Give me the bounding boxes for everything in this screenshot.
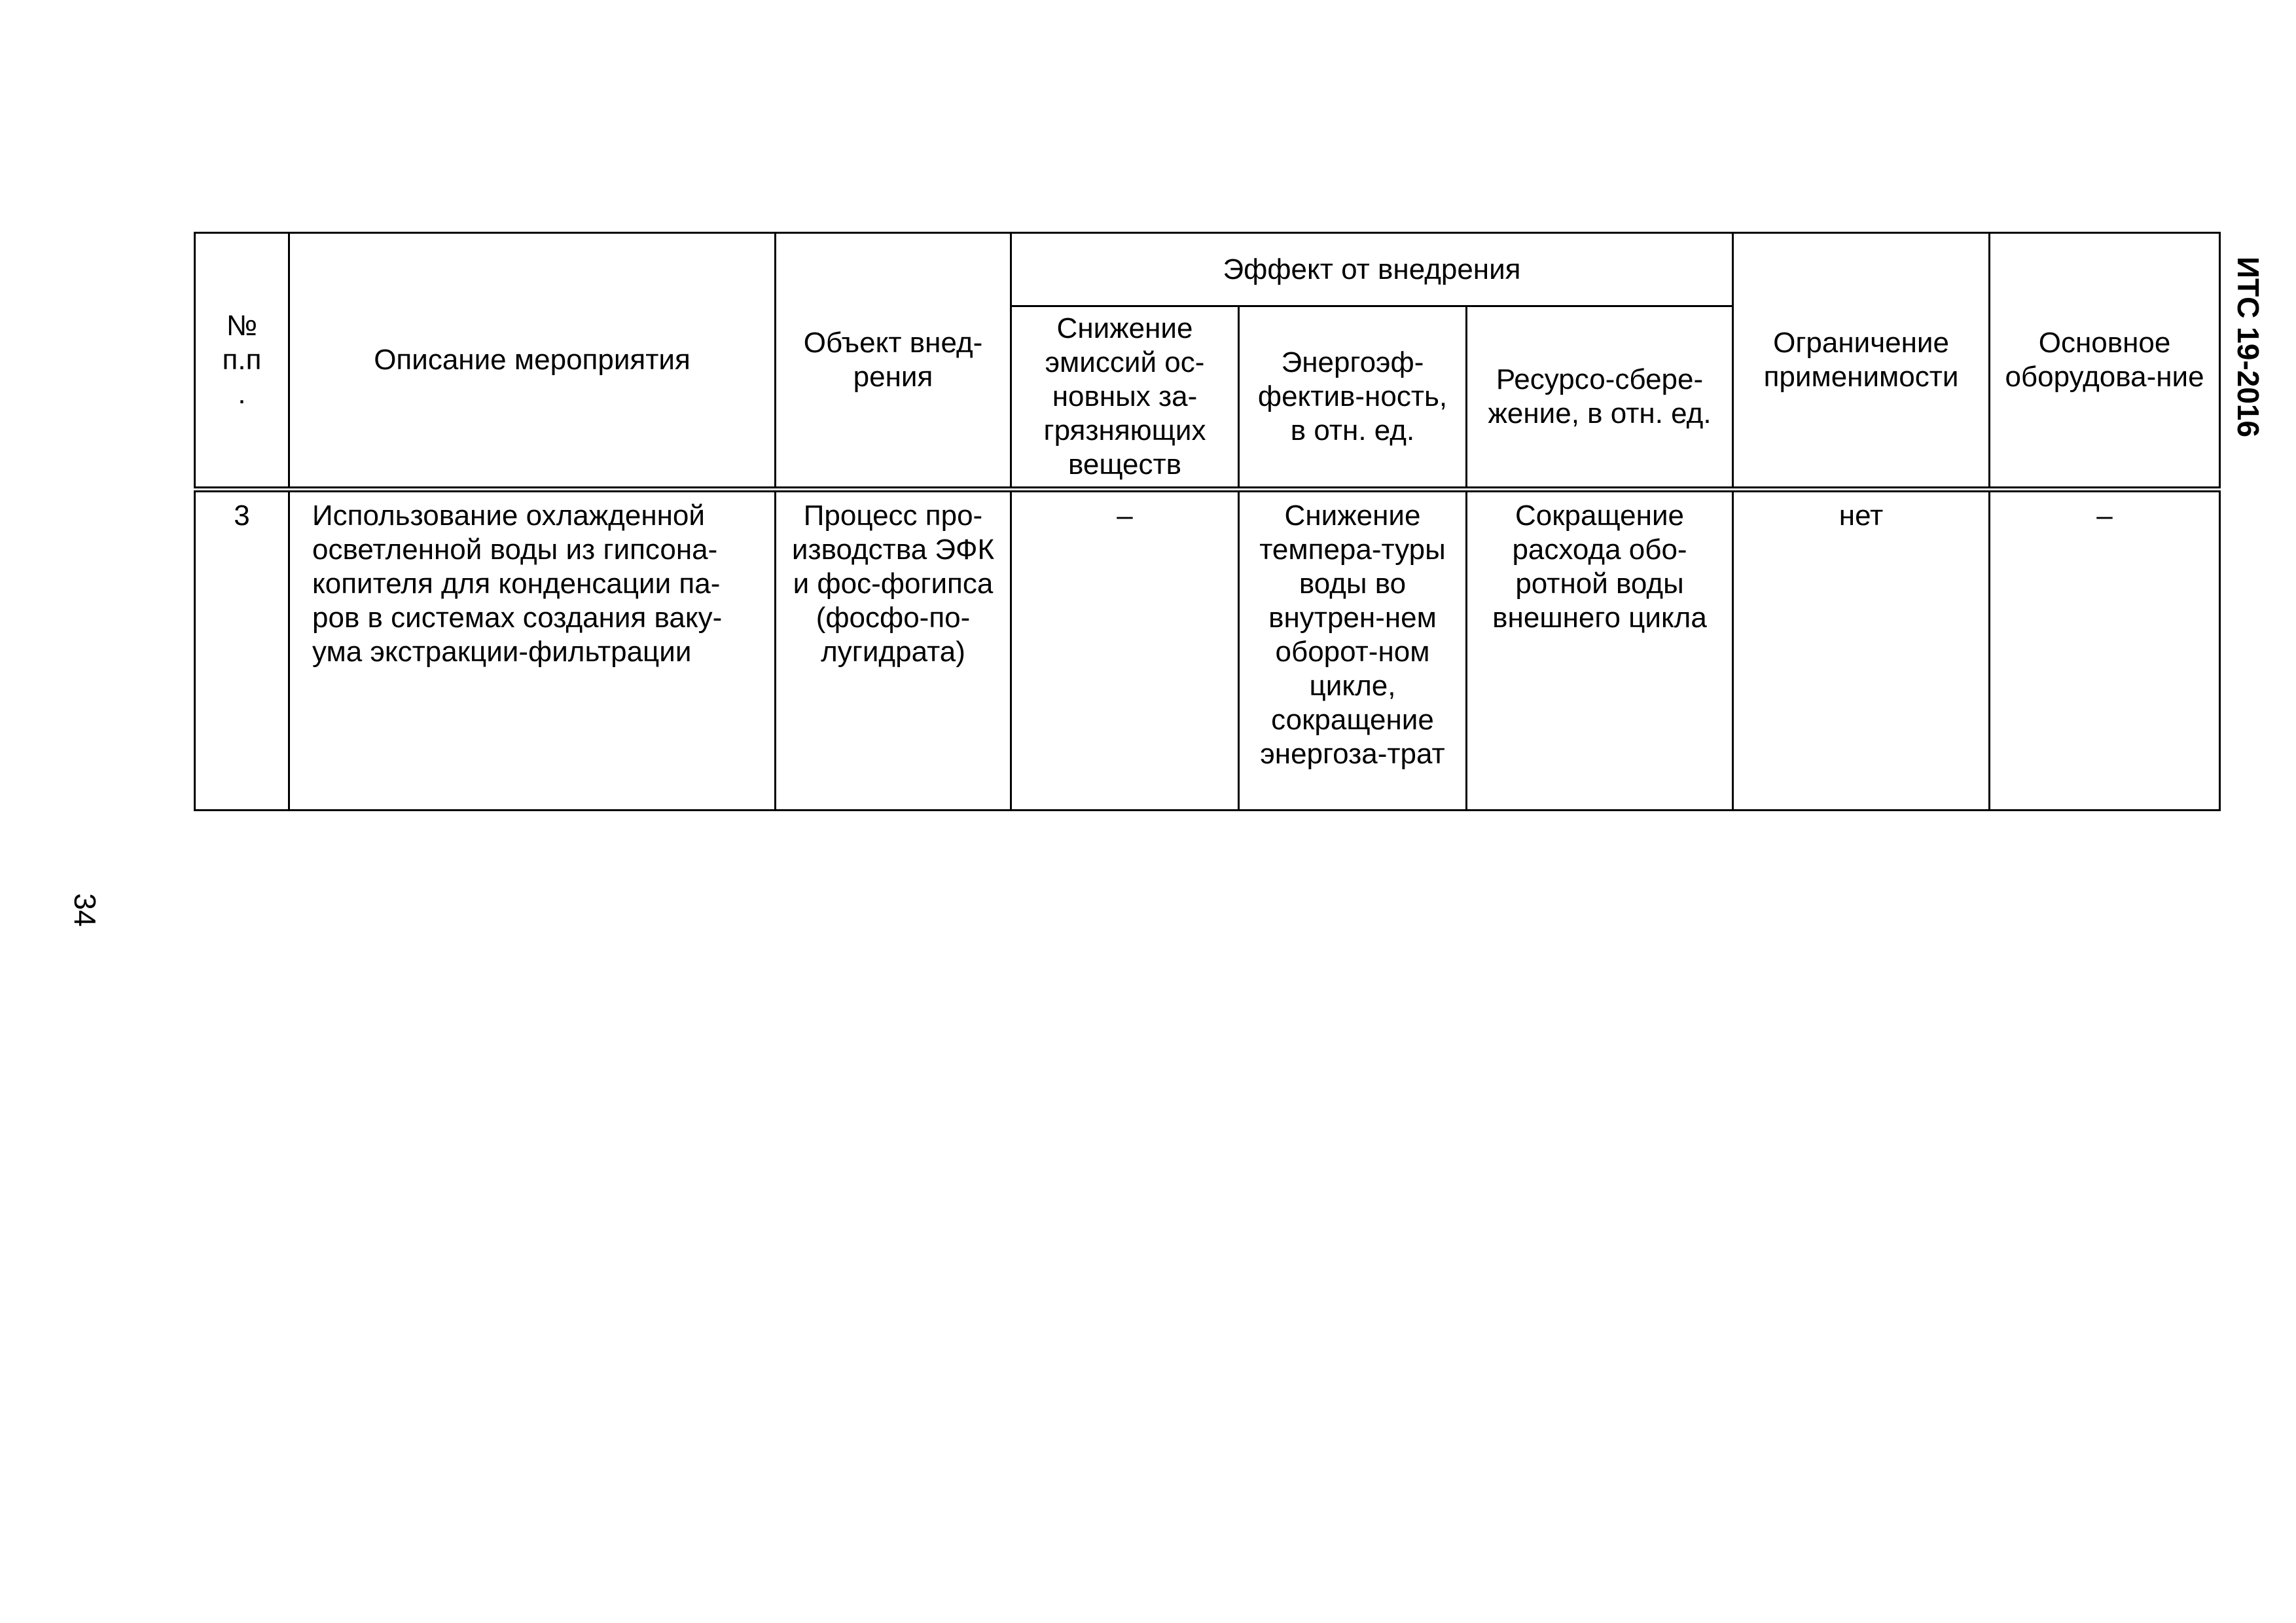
- header-effect-group: Эффект от внедрения: [1011, 233, 1733, 306]
- header-equipment: Основное оборудова-ние: [1990, 233, 2220, 490]
- page-number: [65, 877, 105, 943]
- header-num-dot: .: [238, 378, 246, 410]
- header-num-text: [204, 309, 280, 411]
- cell-limitation: нет: [1733, 490, 1990, 811]
- header-row-top: [195, 233, 2220, 306]
- cell-description: Использование охлажденной осветленной воды из гипсона-копителя для конденсации па-ров в системах создания ваку-ума экстракции-фильтрации: [289, 490, 776, 811]
- header-description: Описание мероприятия: [289, 233, 776, 490]
- document-code-text: ИТС 19-2016: [2231, 257, 2265, 437]
- table-row: [195, 490, 2220, 811]
- document-code: [2222, 249, 2274, 445]
- header-num-pp: п.п: [222, 344, 262, 376]
- header-object: Объект внед-рения: [776, 233, 1011, 490]
- header-emissions: Снижение эмиссий ос-новных за-грязняющих веществ: [1011, 306, 1239, 490]
- cell-emissions: –: [1011, 490, 1239, 811]
- header-energy: Энергоэф-фектив-ность, в отн. ед.: [1239, 306, 1467, 490]
- table-body: [195, 490, 2220, 811]
- header-resource: Ресурсо-сбере-жение, в отн. ед.: [1467, 306, 1733, 490]
- cell-resource: Сокращение расхода обо-ротной воды внешнего цикла: [1467, 490, 1733, 811]
- page-number-text: 34: [68, 893, 102, 927]
- header-num-symbol: №: [226, 310, 258, 342]
- cell-energy: Снижение темпера-туры воды во внутрен-нем оборот-ном цикле, сокращение энергоза-трат: [1239, 490, 1467, 811]
- table-header: [195, 233, 2220, 490]
- header-num: [195, 233, 289, 490]
- header-limitation: Ограничение применимости: [1733, 233, 1990, 490]
- cell-equipment: –: [1990, 490, 2220, 811]
- cell-num: 3: [195, 490, 289, 811]
- cell-object: Процесс про-изводства ЭФК и фос-фогипса (фосфо-по-лугидрата): [776, 490, 1011, 811]
- measures-table: [194, 232, 2221, 811]
